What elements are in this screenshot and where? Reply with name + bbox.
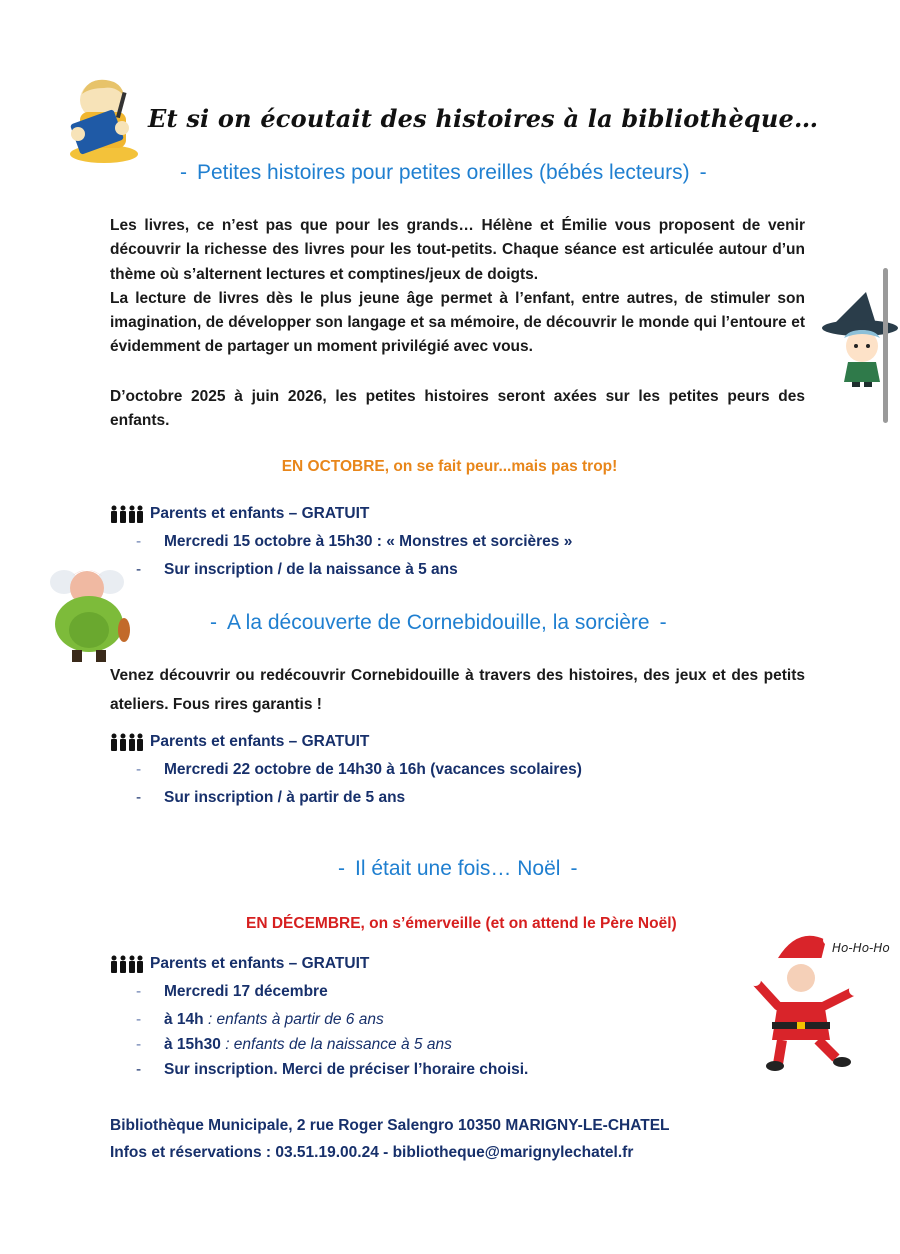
footer-address: Bibliothèque Municipale, 2 rue Roger Salengro 10350 MARIGNY-LE-CHATEL xyxy=(110,1117,670,1134)
list-item: - à 15h30 : enfants de la naissance à 5 ans xyxy=(136,1036,452,1053)
footer-contact: Infos et réservations : 03.51.19.00.24 - bibliotheque@marignylechatel.fr xyxy=(110,1144,634,1161)
santa-illustration xyxy=(748,918,890,1074)
list-item: - à 14h : enfants à partir de 6 ans xyxy=(136,1011,384,1028)
section1-schedule-note: D’octobre 2025 à juin 2026, les petites histoires seront axées sur les petites peurs des enfants. xyxy=(110,388,805,430)
october-heading: EN OCTOBRE, on se fait peur...mais pas trop! xyxy=(281,458,618,475)
list-item: - Sur inscription. Merci de préciser l’horaire choisi. xyxy=(136,1061,529,1078)
people-icon xyxy=(110,505,144,523)
santa-caption: Ho-Ho-Ho xyxy=(832,941,890,955)
section1-intro xyxy=(110,214,805,360)
december-heading: EN DÉCEMBRE, on s’émerveille (et on attend le Père Noël) xyxy=(246,915,677,932)
section1-paragraph-2: La lecture de livres dès le plus jeune âge permet à l’enfant, entre autres, de stimuler son imagination, de développer son langage et sa mémoire, de découvrir le monde qui l’entoure et évidemment de partager un moment privilégié avec vous. xyxy=(110,289,805,356)
page-title: Et si on écoutait des histoires à la bibliothèque… xyxy=(148,104,819,133)
section1-title: - Petites histoires pour petites oreilles (bébés lecteurs) - xyxy=(180,161,707,184)
section3-title: - Il était une fois… Noël - xyxy=(338,857,578,880)
section2-title: - A la découverte de Cornebidouille, la sorcière - xyxy=(210,611,667,634)
reading-boy-illustration xyxy=(64,76,142,164)
section2-paragraph: Venez découvrir ou redécouvrir Cornebidouille à travers des histoires, des jeux et des petits ateliers. Fous rires garantis ! xyxy=(110,667,805,713)
people-icon xyxy=(110,733,144,751)
list-item: - Mercredi 22 octobre de 14h30 à 16h (vacances scolaires) xyxy=(136,761,582,778)
section1-paragraph-1: Les livres, ce n’est pas que pour les grands… Hélène et Émilie vous proposent de venir découvrir la richesse des livres pour les tout-petits. Chaque séance est articulée autour d’un thème où s’alternent lectures et comptines/jeux de doigts. xyxy=(110,217,805,283)
scrollbar[interactable] xyxy=(883,268,888,423)
section2-audience: Parents et enfants – GRATUIT xyxy=(110,733,369,751)
section3-audience: Parents et enfants – GRATUIT xyxy=(110,955,369,973)
cornebidouille-witch-illustration xyxy=(44,560,134,664)
list-item: - Sur inscription / à partir de 5 ans xyxy=(136,789,406,806)
people-icon xyxy=(110,955,144,973)
list-item: - Mercredi 15 octobre à 15h30 : « Monstres et sorcières » xyxy=(136,533,573,550)
footer xyxy=(110,1112,670,1166)
list-item: - Mercredi 17 décembre xyxy=(136,983,328,1000)
list-item: - Sur inscription / de la naissance à 5 ans xyxy=(136,561,458,578)
section1-audience: Parents et enfants – GRATUIT xyxy=(110,505,369,523)
